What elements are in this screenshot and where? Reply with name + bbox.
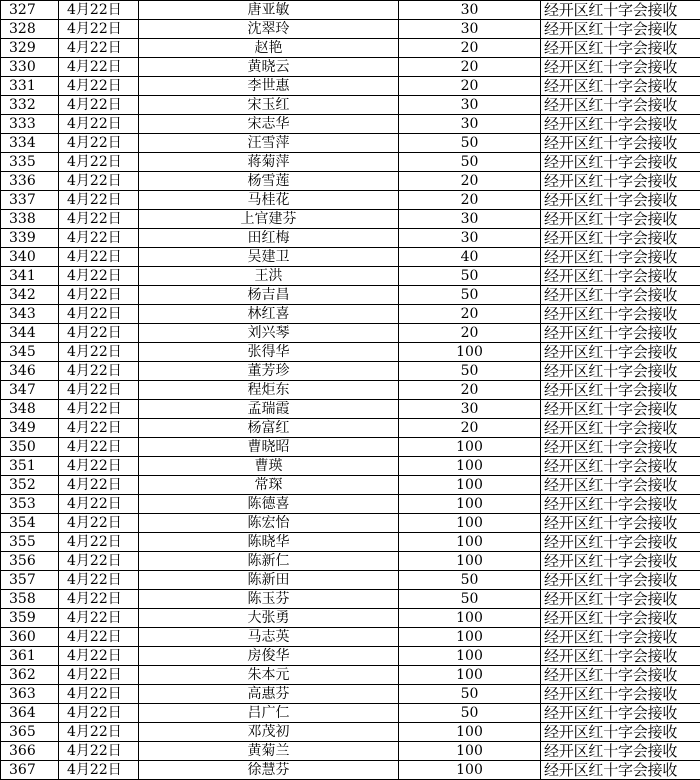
- donor-name: 上官建芬: [139, 210, 399, 229]
- row-number: 367: [1, 761, 59, 780]
- receiving-organization: 经开区红十字会接收: [541, 286, 700, 305]
- donor-name: 陈玉芬: [139, 590, 399, 609]
- table-row: [1, 343, 700, 362]
- donor-name: 宋志华: [139, 115, 399, 134]
- donation-amount: 50: [399, 590, 541, 609]
- row-number: 332: [1, 96, 59, 115]
- row-number: 327: [1, 1, 59, 20]
- donation-amount: 100: [399, 476, 541, 495]
- row-number: 352: [1, 476, 59, 495]
- donation-date: 4月22日: [59, 552, 139, 571]
- donation-date: 4月22日: [59, 742, 139, 761]
- table-row: [1, 514, 700, 533]
- donation-amount: 30: [399, 96, 541, 115]
- table-row: [1, 571, 700, 590]
- receiving-organization: 经开区红十字会接收: [541, 723, 700, 742]
- table-row: [1, 495, 700, 514]
- row-number: 358: [1, 590, 59, 609]
- table-row: [1, 210, 700, 229]
- donation-date: 4月22日: [59, 153, 139, 172]
- row-number: 357: [1, 571, 59, 590]
- receiving-organization: 经开区红十字会接收: [541, 324, 700, 343]
- donation-date: 4月22日: [59, 362, 139, 381]
- donation-date: 4月22日: [59, 628, 139, 647]
- row-number: 360: [1, 628, 59, 647]
- donor-name: 沈翠玲: [139, 20, 399, 39]
- donation-amount: 40: [399, 248, 541, 267]
- table-row: [1, 742, 700, 761]
- donation-amount: 30: [399, 115, 541, 134]
- donor-name: 程炬东: [139, 381, 399, 400]
- receiving-organization: 经开区红十字会接收: [541, 476, 700, 495]
- donor-name: 林红喜: [139, 305, 399, 324]
- receiving-organization: 经开区红十字会接收: [541, 609, 700, 628]
- table-row: [1, 628, 700, 647]
- receiving-organization: 经开区红十字会接收: [541, 704, 700, 723]
- table-row: [1, 552, 700, 571]
- row-number: 330: [1, 58, 59, 77]
- table-row: [1, 666, 700, 685]
- table-row: [1, 267, 700, 286]
- donor-name: 陈宏怡: [139, 514, 399, 533]
- donation-date: 4月22日: [59, 381, 139, 400]
- row-number: 356: [1, 552, 59, 571]
- donation-amount: 50: [399, 134, 541, 153]
- donation-date: 4月22日: [59, 324, 139, 343]
- donor-name: 高惠芬: [139, 685, 399, 704]
- donation-amount: 20: [399, 172, 541, 191]
- row-number: 334: [1, 134, 59, 153]
- table-row: [1, 457, 700, 476]
- donor-name: 张得华: [139, 343, 399, 362]
- donor-name: 马桂花: [139, 191, 399, 210]
- row-number: 343: [1, 305, 59, 324]
- table-row: [1, 39, 700, 58]
- row-number: 366: [1, 742, 59, 761]
- row-number: 339: [1, 229, 59, 248]
- donation-amount: 50: [399, 571, 541, 590]
- donation-date: 4月22日: [59, 514, 139, 533]
- donation-amount: 100: [399, 723, 541, 742]
- donor-name: 陈新仁: [139, 552, 399, 571]
- table-row: [1, 685, 700, 704]
- donation-date: 4月22日: [59, 210, 139, 229]
- donor-name: 黄菊兰: [139, 742, 399, 761]
- donation-date: 4月22日: [59, 77, 139, 96]
- receiving-organization: 经开区红十字会接收: [541, 115, 700, 134]
- table-row: [1, 476, 700, 495]
- receiving-organization: 经开区红十字会接收: [541, 552, 700, 571]
- table-row: [1, 419, 700, 438]
- receiving-organization: 经开区红十字会接收: [541, 457, 700, 476]
- donation-amount: 20: [399, 305, 541, 324]
- table-row: [1, 191, 700, 210]
- row-number: 351: [1, 457, 59, 476]
- receiving-organization: 经开区红十字会接收: [541, 647, 700, 666]
- donor-name: 常琛: [139, 476, 399, 495]
- donation-date: 4月22日: [59, 647, 139, 666]
- receiving-organization: 经开区红十字会接收: [541, 77, 700, 96]
- donation-date: 4月22日: [59, 476, 139, 495]
- table-row: [1, 609, 700, 628]
- table-row: [1, 96, 700, 115]
- donor-name: 刘兴琴: [139, 324, 399, 343]
- row-number: 359: [1, 609, 59, 628]
- receiving-organization: 经开区红十字会接收: [541, 58, 700, 77]
- row-number: 337: [1, 191, 59, 210]
- donation-date: 4月22日: [59, 571, 139, 590]
- receiving-organization: 经开区红十字会接收: [541, 666, 700, 685]
- receiving-organization: 经开区红十字会接收: [541, 248, 700, 267]
- row-number: 340: [1, 248, 59, 267]
- receiving-organization: 经开区红十字会接收: [541, 438, 700, 457]
- donation-date: 4月22日: [59, 666, 139, 685]
- donation-amount: 100: [399, 514, 541, 533]
- receiving-organization: 经开区红十字会接收: [541, 96, 700, 115]
- table-row: [1, 533, 700, 552]
- row-number: 347: [1, 381, 59, 400]
- donation-amount: 100: [399, 343, 541, 362]
- donor-name: 陈德喜: [139, 495, 399, 514]
- table-row: [1, 400, 700, 419]
- donor-name: 李世惠: [139, 77, 399, 96]
- row-number: 350: [1, 438, 59, 457]
- donor-name: 朱本元: [139, 666, 399, 685]
- donation-date: 4月22日: [59, 533, 139, 552]
- donation-date: 4月22日: [59, 58, 139, 77]
- row-number: 355: [1, 533, 59, 552]
- receiving-organization: 经开区红十字会接收: [541, 761, 700, 780]
- donor-name: 吕广仁: [139, 704, 399, 723]
- receiving-organization: 经开区红十字会接收: [541, 343, 700, 362]
- receiving-organization: 经开区红十字会接收: [541, 229, 700, 248]
- table-row: [1, 248, 700, 267]
- donation-amount: 100: [399, 647, 541, 666]
- donor-name: 大张勇: [139, 609, 399, 628]
- donation-amount: 50: [399, 153, 541, 172]
- donor-name: 汪雪萍: [139, 134, 399, 153]
- receiving-organization: 经开区红十字会接收: [541, 495, 700, 514]
- table-row: [1, 20, 700, 39]
- donor-name: 王洪: [139, 267, 399, 286]
- donation-amount: 100: [399, 438, 541, 457]
- donation-amount: 30: [399, 400, 541, 419]
- row-number: 341: [1, 267, 59, 286]
- receiving-organization: 经开区红十字会接收: [541, 400, 700, 419]
- receiving-organization: 经开区红十字会接收: [541, 1, 700, 20]
- receiving-organization: 经开区红十字会接收: [541, 362, 700, 381]
- donor-name: 唐亚敏: [139, 1, 399, 20]
- donor-name: 蒋菊萍: [139, 153, 399, 172]
- donation-amount: 100: [399, 495, 541, 514]
- donation-date: 4月22日: [59, 39, 139, 58]
- donation-amount: 20: [399, 191, 541, 210]
- donor-name: 陈晓华: [139, 533, 399, 552]
- table-row: [1, 286, 700, 305]
- row-number: 348: [1, 400, 59, 419]
- row-number: 342: [1, 286, 59, 305]
- donor-name: 邓茂初: [139, 723, 399, 742]
- table-row: [1, 115, 700, 134]
- donation-amount: 20: [399, 58, 541, 77]
- donation-date: 4月22日: [59, 96, 139, 115]
- receiving-organization: 经开区红十字会接收: [541, 628, 700, 647]
- donation-date: 4月22日: [59, 248, 139, 267]
- donation-amount: 50: [399, 685, 541, 704]
- donation-amount: 100: [399, 533, 541, 552]
- donation-amount: 100: [399, 742, 541, 761]
- donation-date: 4月22日: [59, 286, 139, 305]
- donor-name: 赵艳: [139, 39, 399, 58]
- table-row: [1, 77, 700, 96]
- table-row: [1, 362, 700, 381]
- row-number: 335: [1, 153, 59, 172]
- donation-date: 4月22日: [59, 400, 139, 419]
- donor-name: 马志英: [139, 628, 399, 647]
- table-row: [1, 704, 700, 723]
- table-row: [1, 58, 700, 77]
- table-row: [1, 647, 700, 666]
- table-row: [1, 723, 700, 742]
- donation-amount: 100: [399, 666, 541, 685]
- receiving-organization: 经开区红十字会接收: [541, 685, 700, 704]
- donation-amount: 50: [399, 286, 541, 305]
- donor-name: 陈新田: [139, 571, 399, 590]
- receiving-organization: 经开区红十字会接收: [541, 381, 700, 400]
- donation-date: 4月22日: [59, 1, 139, 20]
- donation-amount: 20: [399, 77, 541, 96]
- donor-name: 曹晓昭: [139, 438, 399, 457]
- receiving-organization: 经开区红十字会接收: [541, 590, 700, 609]
- donation-amount: 30: [399, 20, 541, 39]
- table-row: [1, 134, 700, 153]
- row-number: 354: [1, 514, 59, 533]
- table-row: [1, 172, 700, 191]
- donation-date: 4月22日: [59, 134, 139, 153]
- receiving-organization: 经开区红十字会接收: [541, 191, 700, 210]
- row-number: 362: [1, 666, 59, 685]
- row-number: 336: [1, 172, 59, 191]
- donation-date: 4月22日: [59, 172, 139, 191]
- donor-name: 董芳珍: [139, 362, 399, 381]
- donation-date: 4月22日: [59, 457, 139, 476]
- donation-amount: 30: [399, 229, 541, 248]
- donation-date: 4月22日: [59, 267, 139, 286]
- table-row: [1, 590, 700, 609]
- row-number: 346: [1, 362, 59, 381]
- table-row: [1, 438, 700, 457]
- receiving-organization: 经开区红十字会接收: [541, 172, 700, 191]
- row-number: 353: [1, 495, 59, 514]
- donation-date: 4月22日: [59, 305, 139, 324]
- table-row: [1, 153, 700, 172]
- donor-name: 杨吉昌: [139, 286, 399, 305]
- table-row: [1, 1, 700, 20]
- donor-name: 房俊华: [139, 647, 399, 666]
- receiving-organization: 经开区红十字会接收: [541, 134, 700, 153]
- donor-name: 吴建卫: [139, 248, 399, 267]
- donation-date: 4月22日: [59, 229, 139, 248]
- receiving-organization: 经开区红十字会接收: [541, 305, 700, 324]
- donation-date: 4月22日: [59, 609, 139, 628]
- receiving-organization: 经开区红十字会接收: [541, 153, 700, 172]
- receiving-organization: 经开区红十字会接收: [541, 533, 700, 552]
- donation-date: 4月22日: [59, 343, 139, 362]
- receiving-organization: 经开区红十字会接收: [541, 571, 700, 590]
- row-number: 344: [1, 324, 59, 343]
- donation-date: 4月22日: [59, 590, 139, 609]
- donor-name: 杨雪莲: [139, 172, 399, 191]
- donor-name: 孟瑞霞: [139, 400, 399, 419]
- row-number: 329: [1, 39, 59, 58]
- row-number: 364: [1, 704, 59, 723]
- table-row: [1, 324, 700, 343]
- row-number: 338: [1, 210, 59, 229]
- table-row: [1, 229, 700, 248]
- donation-amount: 20: [399, 39, 541, 58]
- donation-date: 4月22日: [59, 115, 139, 134]
- receiving-organization: 经开区红十字会接收: [541, 210, 700, 229]
- donation-date: 4月22日: [59, 495, 139, 514]
- donor-name: 宋玉红: [139, 96, 399, 115]
- row-number: 361: [1, 647, 59, 666]
- donation-amount: 100: [399, 628, 541, 647]
- donation-amount: 30: [399, 210, 541, 229]
- row-number: 345: [1, 343, 59, 362]
- donation-date: 4月22日: [59, 761, 139, 780]
- donation-date: 4月22日: [59, 704, 139, 723]
- donation-date: 4月22日: [59, 723, 139, 742]
- donation-amount: 30: [399, 1, 541, 20]
- donor-name: 杨富红: [139, 419, 399, 438]
- receiving-organization: 经开区红十字会接收: [541, 20, 700, 39]
- row-number: 365: [1, 723, 59, 742]
- donation-date: 4月22日: [59, 419, 139, 438]
- row-number: 328: [1, 20, 59, 39]
- table-row: [1, 305, 700, 324]
- donation-date: 4月22日: [59, 685, 139, 704]
- donation-amount: 20: [399, 419, 541, 438]
- table-row: [1, 381, 700, 400]
- row-number: 333: [1, 115, 59, 134]
- row-number: 331: [1, 77, 59, 96]
- table-body: [1, 1, 700, 780]
- table-row: [1, 761, 700, 780]
- donation-date: 4月22日: [59, 191, 139, 210]
- donation-amount: 100: [399, 609, 541, 628]
- donation-amount: 100: [399, 552, 541, 571]
- receiving-organization: 经开区红十字会接收: [541, 742, 700, 761]
- donation-amount: 50: [399, 704, 541, 723]
- donor-name: 曹瑛: [139, 457, 399, 476]
- donor-name: 黄晓云: [139, 58, 399, 77]
- donation-date: 4月22日: [59, 20, 139, 39]
- donation-amount: 20: [399, 381, 541, 400]
- row-number: 349: [1, 419, 59, 438]
- donation-date: 4月22日: [59, 438, 139, 457]
- donation-amount: 50: [399, 362, 541, 381]
- donation-amount: 100: [399, 457, 541, 476]
- donation-amount: 20: [399, 324, 541, 343]
- donor-name: 徐慧芬: [139, 761, 399, 780]
- donation-amount: 100: [399, 761, 541, 780]
- donation-amount: 50: [399, 267, 541, 286]
- donor-name: 田红梅: [139, 229, 399, 248]
- row-number: 363: [1, 685, 59, 704]
- receiving-organization: 经开区红十字会接收: [541, 267, 700, 286]
- receiving-organization: 经开区红十字会接收: [541, 39, 700, 58]
- receiving-organization: 经开区红十字会接收: [541, 514, 700, 533]
- receiving-organization: 经开区红十字会接收: [541, 419, 700, 438]
